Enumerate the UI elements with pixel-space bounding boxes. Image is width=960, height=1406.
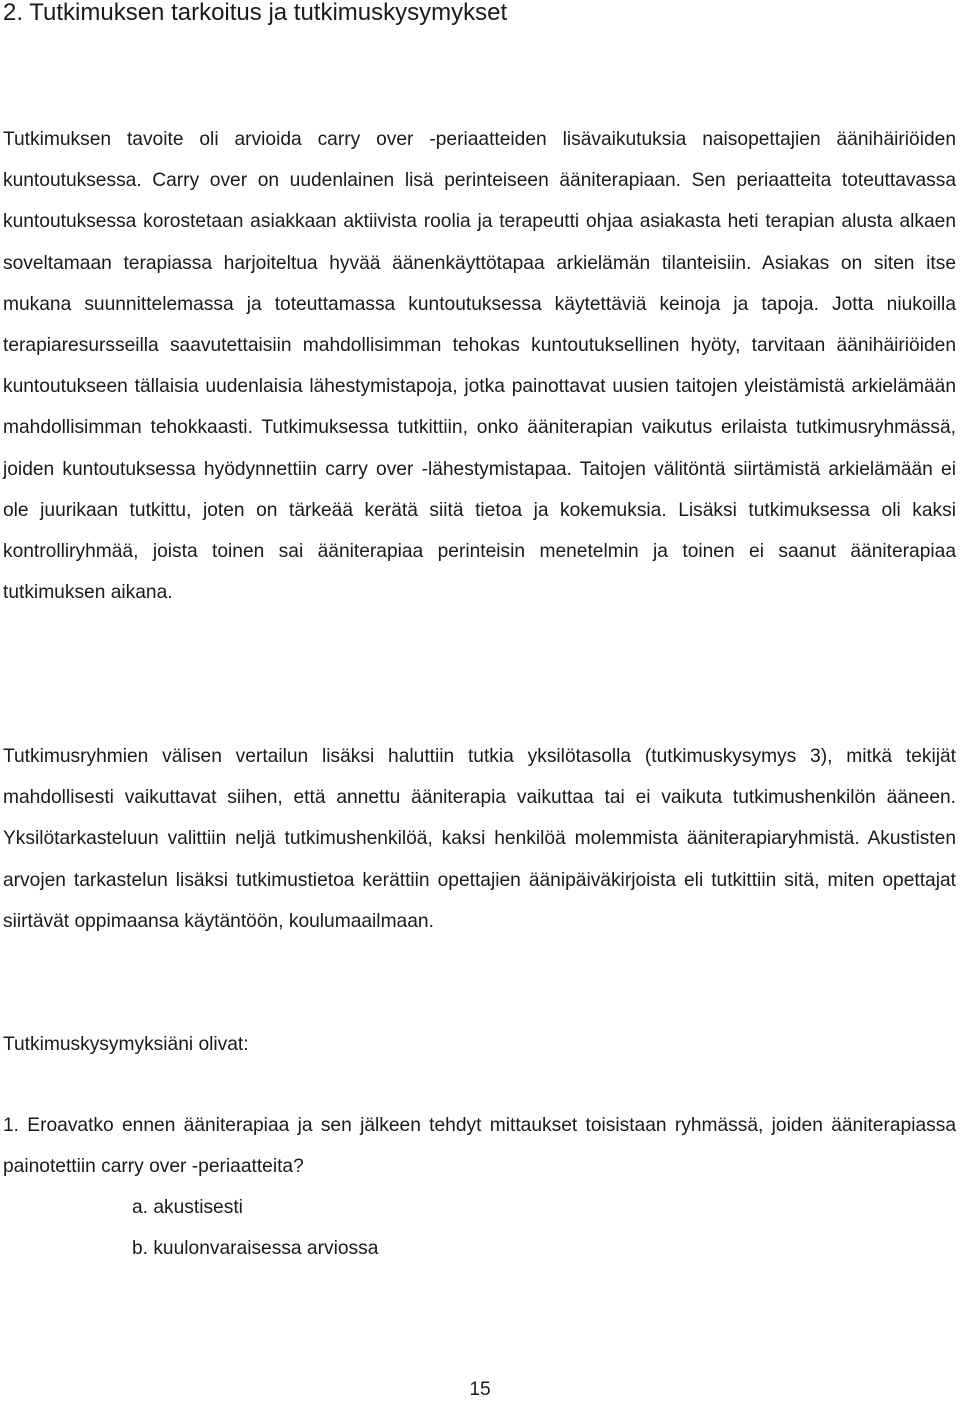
research-question-1: 1. Eroavatko ennen ääniterapiaa ja sen jälkeen tehdyt mittaukset toisistaan ryhmässä, joiden ääniterapiassa painotettiin carry over -periaatteita? — [3, 1115, 956, 1178]
question-1-subitem-a: a. akustisesti — [132, 1197, 243, 1218]
paragraph-individual-analysis: Tutkimusryhmien välisen vertailun lisäksi haluttiin tutkia yksilötasolla (tutkimuskysymys 3), mitkä tekijät mahdollisesti vaikuttavat siihen, että annettu ääniterapia vaikuttaa tai ei vaikuta tutkimushenkilön ääneen. Yksilötarkasteluun valittiin neljä tutkimushenkilöä, kaksi henkilöä molemmista ääniterapiaryhmistä. Akustisten arvojen tarkastelun lisäksi tutkimustietoa kerättiin opettajien äänipäiväkirjoista eli tutkittiin sitä, miten opettajat siirtävät oppimaansa käytäntöön, koulumaailmaan. — [3, 746, 956, 932]
page-number: 15 — [469, 1379, 491, 1400]
section-heading: 2. Tutkimuksen tarkoitus ja tutkimuskysymykset — [3, 0, 508, 26]
paragraph-research-aim: Tutkimuksen tavoite oli arvioida carry over -periaatteiden lisävaikutuksia naisopettajien äänihäiriöiden kuntoutuksessa. Carry over on uudenlainen lisä perinteiseen ääniterapiaan. Sen periaatteita toteuttavassa kuntoutuksessa korostetaan asiakkaan aktiivista roolia ja terapeutti ohjaa asiakasta heti terapian alusta alkaen soveltamaan terapiassa harjoiteltua hyvää äänenkäyttötapaa arkielämän tilanteisiin. Asiakas on siten itse mukana suunnittelemassa ja toteuttamassa kuntoutuksessa käytettäviä keinoja ja tapoja. Jotta niukoilla terapiaresursseilla saavutettaisiin mahdollisimman tehokas kuntoutuksellinen hyöty, tarvitaan äänihäiriöiden kuntoutukseen tällaisia uudenlaisia lähestymistapoja, jotka painottavat uusien taitojen yleistämistä arkielämään mahdollisimman tehokkaasti. Tutkimuksessa tutkittiin, onko ääniterapian vaikutus erilaista tutkimusryhmässä, joiden kuntoutuksessa hyödynnettiin carry over -lähestymistapaa. Taitojen välitöntä siirtämistä arkielämään ei ole juurikaan tutkittu, joten on tärkeää kerätä siitä tietoa ja kokemuksia. Lisäksi tutkimuksessa oli kaksi kontrolliryhmää, joista toinen sai ääniterapiaa perinteisin menetelmin ja toinen ei saanut ääniterapiaa tutkimuksen aikana. — [3, 129, 956, 604]
question-1-subitem-b: b. kuulonvaraisessa arviossa — [132, 1238, 379, 1259]
research-questions-intro: Tutkimuskysymyksiäni olivat: — [3, 1034, 249, 1055]
